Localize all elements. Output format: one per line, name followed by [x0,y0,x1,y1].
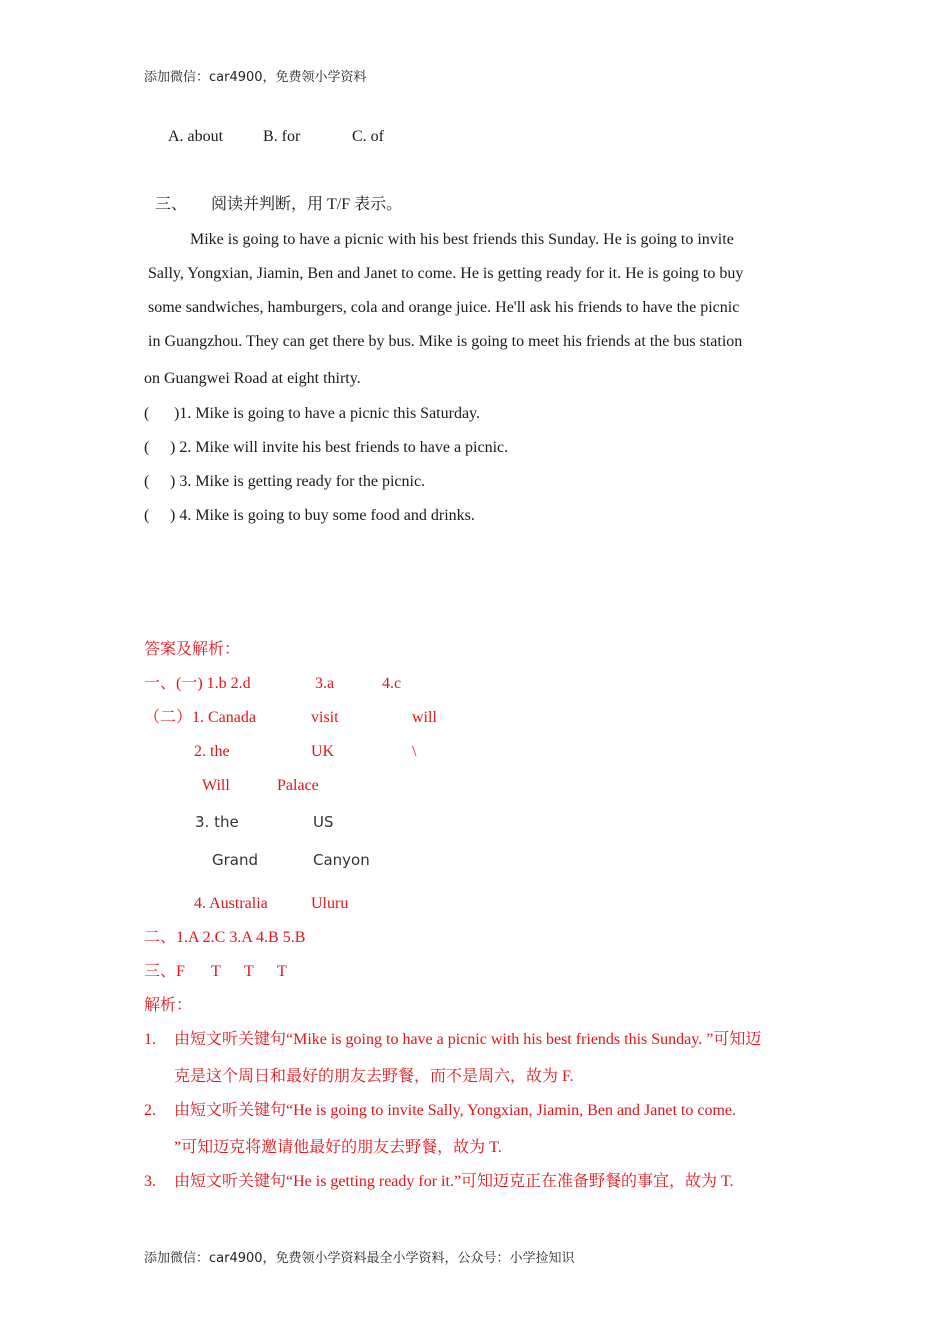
section3-title: 阅读并判断，用 T/F 表示。 [211,196,403,213]
answer-part1b-row6-c2: Uluru [311,895,349,912]
page-footer: 添加微信：car4900，免费领小学资料最全小学资料，公众号：小学捡知识 [144,1251,575,1266]
analysis-2-line2: ”可知迈克将邀请他最好的朋友去野餐，故为 T. [174,1139,502,1156]
answer-part1a-label: 一、(一) 1.b 2.d [144,675,251,692]
answer-part3-2: T [211,963,221,980]
analysis-3-line1: 由短文听关键句“He is getting ready for it.”可知迈克正在准备野餐的事宜，故为 T. [174,1173,734,1190]
passage-line-3: some sandwiches, hamburgers, cola and orange juice. He'll ask his friends to have the picnic [148,299,740,316]
answer-part1b-row2-c2: UK [311,743,335,760]
question-1-bracket: ( [144,405,150,422]
answer-part1b-row6-c1: 4. Australia [194,895,268,912]
question-4: ) 4. Mike is going to buy some food and drinks. [170,507,475,524]
option-b: B. for [263,128,301,145]
question-2: ) 2. Mike will invite his best friends to have a picnic. [170,439,509,456]
answer-part3-label: 三、F [144,963,185,980]
answer-part1b-row5-c2: Canyon [313,851,370,869]
answer-part2: 二、1.A 2.C 3.A 4.B 5.B [144,929,306,946]
passage-line-2: Sally, Yongxian, Jiamin, Ben and Janet to come. He is getting ready for it. He is going to buy [148,265,744,282]
page-header: 添加微信：car4900，免费领小学资料 [144,70,367,85]
option-c: C. of [352,128,384,145]
answer-part1b-row1-c2: visit [311,709,339,726]
answer-part3-3: T [244,963,254,980]
option-a: A. about [168,128,224,145]
question-3-bracket: ( [144,473,150,490]
analysis-2-number: 2. [144,1102,156,1119]
analysis-1-line2: 克是这个周日和最好的朋友去野餐，而不是周六，故为 F. [174,1068,574,1085]
analysis-1-number: 1. [144,1031,156,1048]
passage-line-5: on Guangwei Road at eight thirty. [144,370,361,387]
answer-part1b-row2-c3: \ [412,743,417,760]
question-3: ) 3. Mike is getting ready for the picnic. [170,473,426,490]
analysis-3-number: 3. [144,1173,156,1190]
question-4-bracket: ( [144,507,150,524]
answer-part1b-row1-c3: will [412,709,437,726]
answer-part1b-row2-label: 2. the [194,743,230,760]
passage-line-4: in Guangzhou. They can get there by bus. Mike is going to meet his friends at the bus station [148,333,743,350]
answer-part1b-row1-label: （二）1. Canada [144,709,256,726]
answer-part1b-row5-c1: Grand [212,851,259,869]
answer-part1b-row4-c1: 3. the [195,813,239,831]
section3-number: 三、 [155,196,188,213]
analysis-2-line1: 由短文听关键句“He is going to invite Sally, Yongxian, Jiamin, Ben and Janet to come. [174,1102,737,1119]
answer-part1a-3: 3.a [315,675,335,692]
answer-part1b-row3-c1: Will [202,777,230,794]
answer-part1b-row3-c2: Palace [277,777,319,794]
answer-part1a-4: 4.c [382,675,402,692]
passage-line-1: Mike is going to have a picnic with his best friends this Sunday. He is going to invite [190,231,734,248]
question-2-bracket: ( [144,439,150,456]
analysis-title: 解析： [144,997,193,1014]
answer-part1b-row4-c2: US [313,813,334,831]
answers-title: 答案及解析： [144,641,241,658]
analysis-1-line1: 由短文听关键句“Mike is going to have a picnic with his best friends this Sunday. ”可知迈 [174,1031,762,1048]
answer-part3-4: T [277,963,287,980]
question-1: )1. Mike is going to have a picnic this Saturday. [174,405,481,422]
